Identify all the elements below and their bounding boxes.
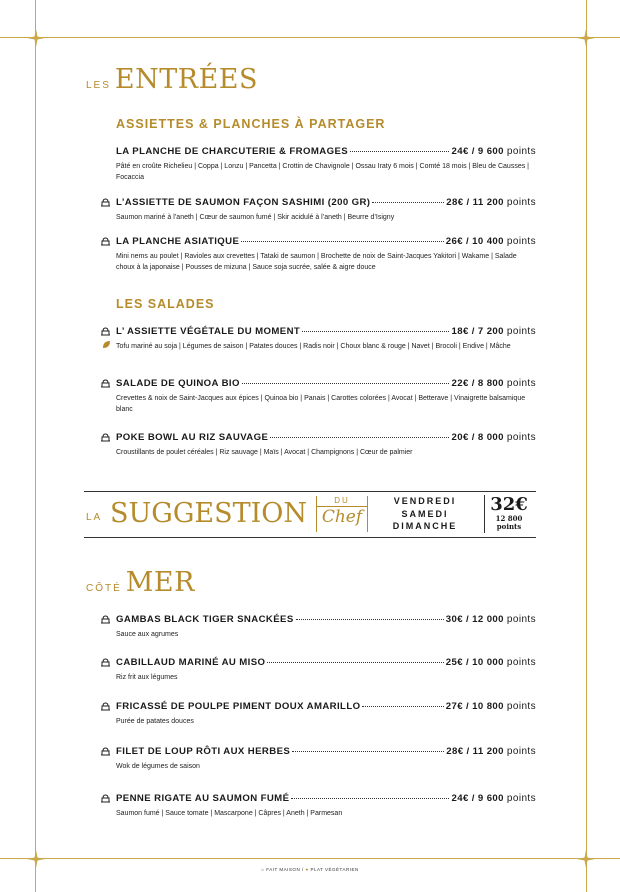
- frame-right-line: [586, 0, 587, 892]
- suggestion-points-label: points: [496, 522, 522, 531]
- corner-star-icon: [577, 850, 595, 868]
- vegetarian-legend: PLAT VÉGÉTARIEN: [310, 867, 359, 872]
- item-points-label: points: [506, 146, 536, 157]
- frame-top-line: [0, 37, 620, 38]
- fait-maison-legend-icon: ⌂: [261, 867, 267, 872]
- day-label: SAMEDI: [401, 508, 449, 519]
- menu-item: [116, 657, 536, 683]
- day-label: DIMANCHE: [392, 521, 458, 531]
- fait-maison-icon: [99, 746, 112, 757]
- item-name: L’ ASSIETTE VÉGÉTALE DU MOMENT: [116, 326, 301, 337]
- suggestion-points-value: 12 800: [495, 514, 523, 523]
- item-description: Tofu mariné au soja | Légumes de saison | Patates douces | Radis noir | Choux blanc & rouge | Navet | Brocoli | Endive | Mâche: [116, 343, 511, 350]
- item-points-label: points: [506, 614, 536, 625]
- item-price: 22€ / 8 800: [451, 378, 504, 389]
- item-price: 20€ / 8 000: [451, 432, 504, 443]
- item-description: Pâté en croûte Richelieu | Coppa | Lonzu | Pancetta | Crottin de Chavignole | Ossau Iraty 6 mois | Comté 18 mois | Bleu de Causses | Focaccia: [116, 163, 529, 181]
- frame-bottom-line: [0, 858, 620, 859]
- suggestion-price: 32€: [490, 494, 528, 515]
- menu-item: [116, 378, 536, 415]
- fait-maison-icon: [99, 701, 112, 712]
- menu-item: [116, 701, 536, 727]
- item-name: FILET DE LOUP RÔTI AUX HERBES: [116, 746, 291, 757]
- menu-item: [116, 432, 536, 458]
- vegetarian-leaf-icon: [102, 340, 111, 349]
- corner-star-icon: [577, 29, 595, 47]
- mer-title: MER: [125, 567, 195, 598]
- item-points-label: points: [506, 236, 536, 247]
- fait-maison-icon: [99, 236, 112, 247]
- item-name: L’ASSIETTE DE SAUMON FAÇON SASHIMI (200 GR): [116, 197, 371, 208]
- menu-item: [116, 326, 536, 352]
- fait-maison-icon: [99, 326, 112, 337]
- suggestion-title: SUGGESTION: [110, 498, 308, 529]
- item-description: Sauce aux agrumes: [116, 631, 179, 638]
- item-name: POKE BOWL AU RIZ SAUVAGE: [116, 432, 269, 443]
- suggestion-days: [384, 495, 466, 533]
- legend-separator: /: [301, 867, 306, 872]
- item-points-label: points: [506, 326, 536, 337]
- item-description: Saumon fumé | Sauce tomate | Mascarpone | Câpres | Aneth | Parmesan: [116, 810, 343, 817]
- item-description: Riz frit aux légumes: [116, 674, 178, 681]
- entrees-title: ENTRÉES: [114, 64, 258, 95]
- item-points-label: points: [506, 378, 536, 389]
- vegetarian-legend-icon: ●: [305, 867, 311, 872]
- fait-maison-icon: [99, 197, 112, 208]
- item-name: SALADE DE QUINOA BIO: [116, 378, 240, 389]
- menu-item: [116, 746, 536, 772]
- suggestion-chef: Chef: [317, 506, 367, 527]
- item-description: Crevettes & noix de Saint-Jacques aux épices | Quinoa bio | Panais | Carottes colorées | Avocat | Betterave | Vinaigrette balsamique blanc: [116, 395, 526, 413]
- corner-star-icon: [27, 850, 45, 868]
- item-name: CABILLAUD MARINÉ AU MISO: [116, 657, 266, 668]
- day-label: VENDREDI: [393, 496, 457, 506]
- corner-star-icon: [27, 29, 45, 47]
- item-points-label: points: [506, 701, 536, 712]
- item-description: Wok de légumes de saison: [116, 763, 200, 770]
- suggestion-du: DU: [334, 496, 350, 505]
- entrees-heading: [86, 64, 258, 95]
- menu-item: [116, 614, 536, 640]
- menu-item: [116, 146, 536, 183]
- fait-maison-legend: FAIT MAISON: [266, 867, 301, 872]
- item-description: Purée de patates douces: [116, 718, 194, 725]
- fait-maison-icon: [99, 378, 112, 389]
- item-description: Croustillants de poulet céréales | Riz sauvage | Maïs | Avocat | Champignons | Cœur de palmier: [116, 449, 413, 456]
- item-name: LA PLANCHE DE CHARCUTERIE & FROMAGES: [116, 146, 349, 157]
- item-price: 28€ / 11 200: [446, 746, 504, 757]
- item-price: 26€ / 10 400: [445, 236, 504, 247]
- item-price: 24€ / 9 600: [451, 793, 504, 804]
- item-points-label: points: [506, 657, 536, 668]
- item-name: PENNE RIGATE AU SAUMON FUMÉ: [116, 793, 290, 804]
- menu-item: [116, 197, 536, 223]
- menu-item: [116, 793, 536, 819]
- chef-box: [316, 496, 368, 532]
- item-description: Mini nems au poulet | Ravioles aux crevettes | Tataki de saumon | Brochette de noix de Saint-Jacques Yakitori | Wakame | Salade choux à la japonaise | Pousses de mizuna | Sauce soja sucrée, salée & aigre douce: [116, 253, 517, 271]
- item-price: 30€ / 12 000: [445, 614, 504, 625]
- mer-prefix: CÔTÉ: [86, 583, 122, 594]
- item-name: LA PLANCHE ASIATIQUE: [116, 236, 240, 247]
- item-points-label: points: [506, 793, 536, 804]
- item-price: 24€ / 9 600: [451, 146, 504, 157]
- item-price: 18€ / 7 200: [451, 326, 504, 337]
- item-price: 27€ / 10 800: [445, 701, 504, 712]
- menu-item: [116, 236, 536, 273]
- item-name: FRICASSÉ DE POULPE PIMENT DOUX AMARILLO: [116, 701, 361, 712]
- item-description: Saumon mariné à l’aneth | Cœur de saumon fumé | Skir acidulé à l’aneth | Beurre d’Isigny: [116, 214, 395, 221]
- mer-heading: [86, 567, 195, 598]
- assiettes-heading: ASSIETTES & PLANCHES À PARTAGER: [116, 117, 386, 131]
- suggestion-price-box: [484, 495, 533, 533]
- salades-heading: LES SALADES: [116, 297, 215, 311]
- fait-maison-icon: [99, 793, 112, 804]
- suggestion-banner: [84, 491, 536, 538]
- fait-maison-icon: [99, 657, 112, 668]
- item-price: 28€ / 11 200: [446, 197, 504, 208]
- item-points-label: points: [506, 746, 536, 757]
- suggestion-prefix: LA: [86, 512, 103, 523]
- footer-legend: [0, 867, 620, 872]
- entrees-prefix: LES: [86, 80, 111, 91]
- item-points-label: points: [506, 432, 536, 443]
- item-price: 25€ / 10 000: [445, 657, 504, 668]
- item-name: GAMBAS BLACK TIGER SNACKÉES: [116, 614, 294, 625]
- fait-maison-icon: [99, 614, 112, 625]
- frame-left-line: [35, 0, 36, 892]
- fait-maison-icon: [99, 432, 112, 443]
- item-points-label: points: [506, 197, 536, 208]
